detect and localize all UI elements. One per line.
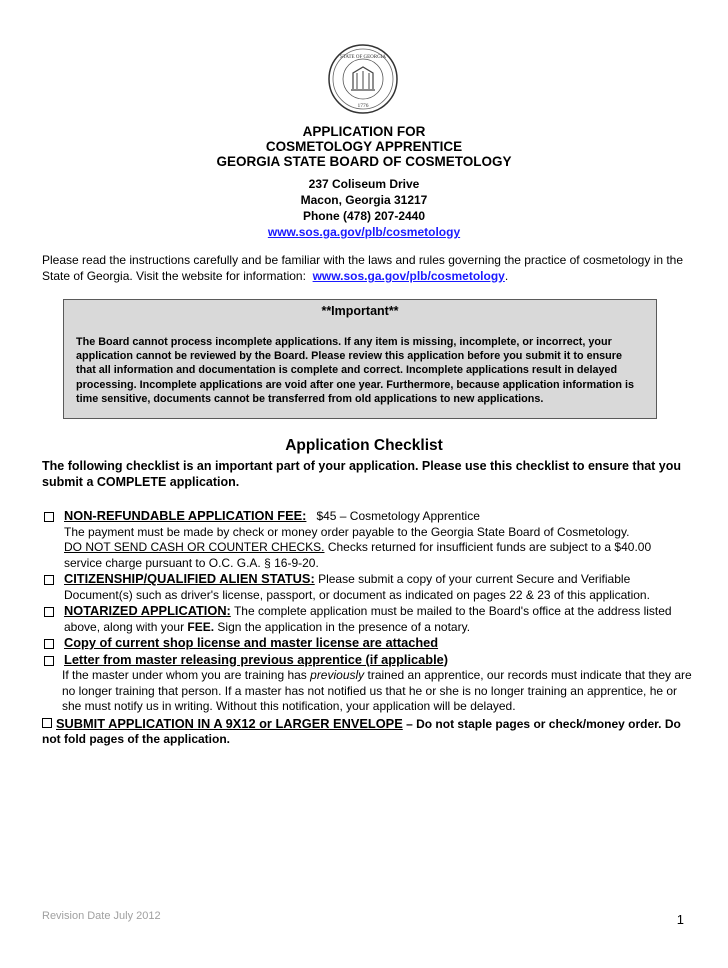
- fee-line1: The payment must be made by check or money order payable to the Georgia State Board of Cosmetology.: [64, 524, 630, 539]
- notarized-text1: The complete application must be mailed to the Board's office at the address listed above, along with your: [64, 604, 672, 634]
- checklist-item-citizenship: [42, 571, 692, 603]
- checklist-title: Application Checklist: [285, 437, 443, 454]
- notarized-fee: FEE.: [187, 619, 215, 634]
- notarized-text2: Sign the application in the presence of a notary.: [214, 619, 471, 634]
- citizenship-checkbox[interactable]: [44, 575, 54, 585]
- intro-text: Please read the instructions carefully and be familiar with the laws and rules governing the practice of cosmetology in the State of Georgia. Visit the website for information:: [42, 253, 684, 283]
- citizenship-heading: CITIZENSHIP/QUALIFIED ALIEN STATUS:: [64, 571, 315, 586]
- checklist-item-notarized: [42, 603, 692, 635]
- checklist-item-envelope: [42, 716, 692, 748]
- important-body: The Board cannot process incomplete applications. If any item is missing, incomplete, or incorrect, your application cannot be reviewed by the Board. Please review this application before you submit it to ensure that all information and documentation is complete and correct. Incomplete applications result in delayed processing. Incomplete applications are void after one year. Furthermore, because application information is time sensitive, documents cannot be transferred from old applications to new applications.: [76, 336, 634, 405]
- page-number: 1: [676, 912, 684, 927]
- notarized-heading: NOTARIZED APPLICATION:: [64, 603, 231, 618]
- letter-note: [42, 668, 692, 715]
- intro-website-link[interactable]: www.sos.ga.gov/plb/cosmetology: [312, 269, 505, 283]
- checklist-subtitle: The following checklist is an important part of your application. Please use this checklist to ensure that you submit a COMPLETE application.: [42, 459, 682, 489]
- letter-checkbox[interactable]: [44, 656, 54, 666]
- notarized-checkbox[interactable]: [44, 607, 54, 617]
- letter-italic: previously: [310, 668, 365, 682]
- intro-end: .: [504, 269, 509, 283]
- checklist-item-shop-license: [42, 635, 692, 652]
- board-address: [0, 176, 728, 240]
- fee-rest: Checks returned for insufficient funds are subject to a $40.00 service charge pursuant to O.C. G.A. § 16-9-20.: [64, 540, 652, 570]
- letter-text1: If the master under whom you are training has: [62, 668, 311, 682]
- checklist-items: [42, 508, 692, 748]
- fee-amount: $45 – Cosmetology Apprentice: [316, 509, 480, 523]
- envelope-text: – Do not staple pages or check/money order. Do not fold pages of the application.: [42, 716, 681, 746]
- title-line-1: APPLICATION FOR: [302, 124, 426, 139]
- address-city: Macon, Georgia 31217: [300, 193, 428, 207]
- checklist-item-fee: [42, 508, 692, 571]
- document-title: [0, 124, 728, 169]
- important-title: **Important**: [321, 304, 399, 318]
- envelope-heading: SUBMIT APPLICATION IN A 9X12 or LARGER ENVELOPE: [56, 715, 403, 731]
- checklist-item-letter: [42, 652, 692, 669]
- georgia-state-seal: [327, 43, 399, 115]
- website-link[interactable]: www.sos.ga.gov/plb/cosmetology: [267, 225, 461, 239]
- shop-license-checkbox[interactable]: [44, 639, 54, 649]
- fee-checkbox[interactable]: [44, 512, 54, 522]
- letter-heading: Letter from master releasing previous apprentice (if applicable): [64, 651, 449, 667]
- intro-paragraph: [42, 252, 692, 284]
- address-street: 237 Coliseum Drive: [308, 177, 420, 191]
- title-line-2: COSMETOLOGY APPRENTICE: [265, 139, 463, 154]
- envelope-checkbox[interactable]: [42, 718, 52, 728]
- phone-number: Phone (478) 207-2440: [302, 209, 426, 223]
- revision-date: Revision Date July 2012: [42, 910, 161, 922]
- seal-year: 1776: [357, 103, 369, 109]
- fee-heading: NON-REFUNDABLE APPLICATION FEE:: [64, 508, 307, 523]
- shop-license-heading: Copy of current shop license and master license are attached: [64, 635, 439, 650]
- fee-warning: DO NOT SEND CASH OR COUNTER CHECKS.: [64, 540, 325, 554]
- title-line-3: GEORGIA STATE BOARD OF COSMETOLOGY: [216, 154, 512, 169]
- citizenship-text: Please submit a copy of your current Secure and Verifiable Document(s) such as driver's license, passport, or document as indicated on pages 22 & 23 of this application.: [64, 572, 650, 602]
- letter-text2: trained an apprentice, our records must indicate that they are no longer training that person. If a master has not notified us that he or she is no longer training an apprentice, he or she must notify us in writing. Without this notification, your application will be delayed.: [62, 668, 692, 713]
- important-notice-box: [63, 299, 657, 419]
- seal-top-text: STATE OF GEORGIA: [340, 55, 386, 60]
